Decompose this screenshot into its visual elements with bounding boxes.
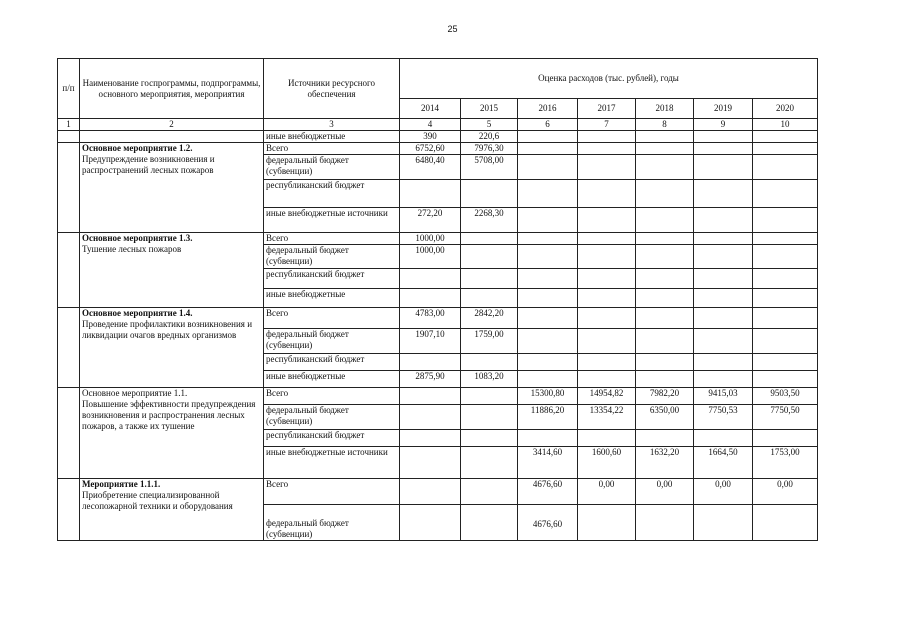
page-number: 25 [447,24,458,34]
table-row: Основное мероприятие 1.1. Повышение эффективности предупреждения возникновения и распространения лесных пожаров, а также их тушение Всего 15300,80 14954,82 7982,20 9415,03 9503,50 [58,388,818,405]
header-name: Наименование госпрограммы, подпрограммы, основного мероприятия, мероприятия [80,59,264,119]
table-row: Основное мероприятие 1.4. Проведение профилактики возникновения и ликвидации очагов вредных организмов Всего 4783,00 2842,20 [58,308,818,329]
index-cell: 7 [578,119,636,131]
source-cell: федеральный бюджет (субвенции) [264,155,400,180]
activity-cell-1-1-1 [80,479,264,541]
table-row: федеральный бюджет (субвенции) 11886,20 13354,22 6350,00 7750,53 7750,50 [58,405,818,430]
source-cell: Всего [264,143,400,155]
table-row: иные внебюджетные источники 272,20 2268,30 [58,208,818,233]
source-cell: федеральный бюджет (субвенции) [264,245,400,269]
activity-title: Основное мероприятие 1.2. [82,143,193,153]
budget-table [57,58,818,541]
index-cell: 3 [264,119,400,131]
year-2017: 2017 [578,99,636,119]
source-cell: иные внебюджетные [264,371,400,388]
activity-cell-1-2 [80,143,264,233]
index-row [58,119,818,131]
source-cell: республиканский бюджет [264,354,400,371]
table-row: Основное мероприятие 1.3. Тушение лесных пожаров Всего 1000,00 [58,233,818,245]
source-cell: Всего [264,388,400,405]
activity-title: Мероприятие 1.1.1. [82,479,161,489]
activity-desc: Приобретение специализированной лесопожарной техники и оборудования [82,490,233,511]
index-cell: 4 [400,119,461,131]
activity-cell-1-4 [80,308,264,388]
table-row: федеральный бюджет (субвенции) 1000,00 [58,245,818,269]
activity-title: Основное мероприятие 1.3. [82,233,193,243]
index-cell: 9 [694,119,753,131]
source-cell: Всего [264,233,400,245]
source-cell: Всего [264,479,400,505]
source-cell: республиканский бюджет [264,269,400,289]
activity-cell-1-3 [80,233,264,308]
source-cell: Всего [264,308,400,329]
activity-desc: Тушение лесных пожаров [82,244,182,254]
activity-title: Основное мероприятие 1.1. [82,388,188,398]
activity-cell-1-1 [80,388,264,479]
table-row: иные внебюджетные 2875,90 1083,20 [58,371,818,388]
year-2018: 2018 [636,99,694,119]
index-cell: 6 [518,119,578,131]
header-estimate: Оценка расходов (тыс. рублей), годы [400,59,818,99]
year-2015: 2015 [461,99,518,119]
table-row: иные внебюджетные источники 3414,60 1600,60 1632,20 1664,50 1753,00 [58,447,818,479]
source-cell: иные внебюджетные источники [264,447,400,479]
value-cell: 390 [400,131,461,143]
activity-desc: Проведение профилактики возникновения и ликвидации очагов вредных организмов [82,319,253,340]
header-row-1 [58,59,818,99]
activity-desc: Предупреждение возникновения и распространений лесных пожаров [82,154,215,175]
table-row: Основное мероприятие 1.2. Предупреждение возникновения и распространений лесных пожаров Всего 6752,60 7976,30 [58,143,818,155]
table-row: федеральный бюджет (субвенции) 4676,60 [58,505,818,541]
year-2020: 2020 [753,99,818,119]
activity-title: Основное мероприятие 1.4. [82,308,193,318]
source-cell: иные внебюджетные [264,289,400,308]
index-cell: 8 [636,119,694,131]
header-source: Источники ресурсного обеспечения [264,59,400,119]
year-2014: 2014 [400,99,461,119]
activity-desc: Повышение эффективности предупреждения возникновения и распространения лесных пожаров, а также их тушение [82,399,256,431]
value-cell: 220,6 [461,131,518,143]
source-cell: иные внебюджетные источники [264,208,400,233]
index-cell: 1 [58,119,80,131]
year-2016: 2016 [518,99,578,119]
source-cell: республиканский бюджет [264,430,400,447]
source-cell: федеральный бюджет (субвенции) [264,505,400,541]
table-row: федеральный бюджет (субвенции) 1907,10 1759,00 [58,329,818,354]
table-row: Мероприятие 1.1.1. Приобретение специализированной лесопожарной техники и оборудования Всего 4676,60 0,00 0,00 0,00 0,00 [58,479,818,505]
index-cell: 5 [461,119,518,131]
index-cell: 2 [80,119,264,131]
index-cell: 10 [753,119,818,131]
source-cell: иные внебюджетные [264,131,400,143]
source-cell: республиканский бюджет [264,180,400,208]
year-2019: 2019 [694,99,753,119]
table-row: федеральный бюджет (субвенции) 6480,40 5708,00 [58,155,818,180]
source-cell: федеральный бюджет (субвенции) [264,405,400,430]
table-row [58,131,818,143]
source-cell: федеральный бюджет (субвенции) [264,329,400,354]
header-num: п/п [58,59,80,119]
